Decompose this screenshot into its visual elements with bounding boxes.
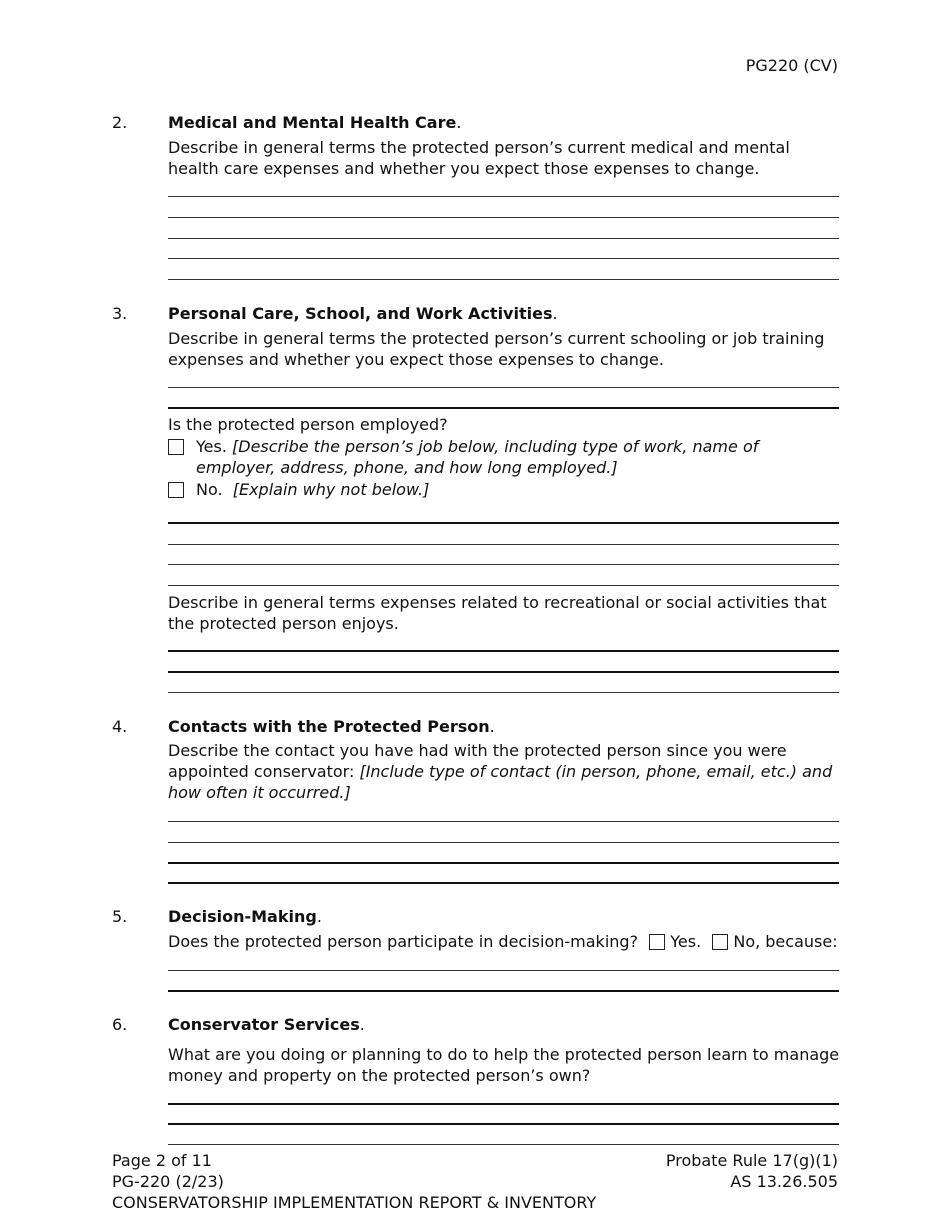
decision-no-label: No, because:: [733, 932, 838, 951]
decision-making-question-row: [168, 931, 840, 952]
answer-line[interactable]: [168, 970, 839, 971]
section-4-title: Contacts with the Protected Person.: [168, 717, 495, 736]
answer-line[interactable]: [168, 1123, 839, 1125]
answer-line[interactable]: [168, 196, 839, 197]
answer-line[interactable]: [168, 650, 839, 652]
section-3-number: 3.: [112, 304, 128, 323]
answer-line[interactable]: [168, 862, 839, 864]
section-2-number: 2.: [112, 113, 128, 132]
employed-no-option: [168, 479, 840, 500]
answer-line[interactable]: [168, 217, 839, 218]
decision-making-question: Does the protected person participate in decision-making?: [168, 932, 639, 951]
section-6-prompt: What are you doing or planning to do to help the protected person learn to manage money and property on the protected person’s own?: [168, 1045, 840, 1085]
section-3-prompt: Describe in general terms the protected person’s current schooling or job training expenses and whether you expect those expenses to change.: [168, 329, 825, 369]
answer-line[interactable]: [168, 692, 839, 693]
section-2-prompt: Describe in general terms the protected person’s current medical and mental health care expenses and whether you expect those expenses to change.: [168, 138, 790, 178]
employed-yes-label: Yes.: [196, 437, 227, 456]
employed-no-checkbox[interactable]: [168, 482, 184, 498]
section-6-title: Conservator Services.: [168, 1015, 365, 1034]
employed-no-label: No.: [196, 480, 223, 499]
answer-line[interactable]: [168, 544, 839, 545]
employed-question: Is the protected person employed?: [168, 415, 448, 434]
footer-statute: AS 13.26.505: [730, 1172, 838, 1191]
decision-yes-checkbox[interactable]: [649, 934, 665, 950]
section-3-title: Personal Care, School, and Work Activities.: [168, 304, 558, 323]
answer-line[interactable]: [168, 1103, 839, 1105]
form-code: PG220 (CV): [745, 56, 838, 75]
answer-line[interactable]: [168, 238, 839, 239]
answer-line[interactable]: [168, 564, 839, 565]
answer-line[interactable]: [168, 671, 839, 673]
section-4-prompt: Describe the contact you have had with the protected person since you were appointed conservator: [Include type of contact (in person, phone, email, etc.) and how often it occurred.]: [168, 741, 833, 802]
employed-yes-option: [168, 436, 840, 478]
answer-line[interactable]: [168, 1144, 839, 1145]
footer-probate-rule: Probate Rule 17(g)(1): [665, 1151, 838, 1170]
footer-form-id: PG-220 (2/23): [112, 1172, 224, 1191]
employed-no-text: [196, 479, 836, 500]
employed-yes-text: [196, 436, 836, 478]
section-6-number: 6.: [112, 1015, 128, 1034]
answer-line[interactable]: [168, 842, 839, 843]
answer-line[interactable]: [168, 387, 839, 388]
answer-line[interactable]: [168, 407, 839, 409]
answer-line[interactable]: [168, 990, 839, 992]
footer-page-number: Page 2 of 11: [112, 1151, 212, 1170]
section-5-number: 5.: [112, 907, 128, 926]
footer-form-title: CONSERVATORSHIP IMPLEMENTATION REPORT & INVENTORY: [112, 1193, 597, 1212]
employed-yes-checkbox[interactable]: [168, 439, 184, 455]
employed-yes-instruction: [Describe the person’s job below, including type of work, name of employer, address, phone, and how long employed.]: [196, 437, 759, 477]
decision-no-checkbox[interactable]: [712, 934, 728, 950]
answer-line[interactable]: [168, 882, 839, 884]
answer-line[interactable]: [168, 279, 839, 280]
answer-line[interactable]: [168, 585, 839, 586]
employed-no-instruction: [Explain why not below.]: [232, 480, 430, 499]
section-5-title: Decision-Making.: [168, 907, 322, 926]
footer-left: [112, 1150, 596, 1213]
recreation-prompt: Describe in general terms expenses related to recreational or social activities that the protected person enjoys.: [168, 593, 827, 633]
answer-line[interactable]: [168, 821, 839, 822]
section-4-instruction: [Include type of contact (in person, phone, email, etc.) and how often it occurred.]: [168, 762, 833, 802]
decision-yes-label: Yes.: [670, 932, 702, 951]
answer-line[interactable]: [168, 258, 839, 259]
answer-line[interactable]: [168, 522, 839, 524]
footer-right: [666, 1150, 838, 1192]
section-4-number: 4.: [112, 717, 128, 736]
section-2-title: Medical and Mental Health Care.: [168, 113, 462, 132]
